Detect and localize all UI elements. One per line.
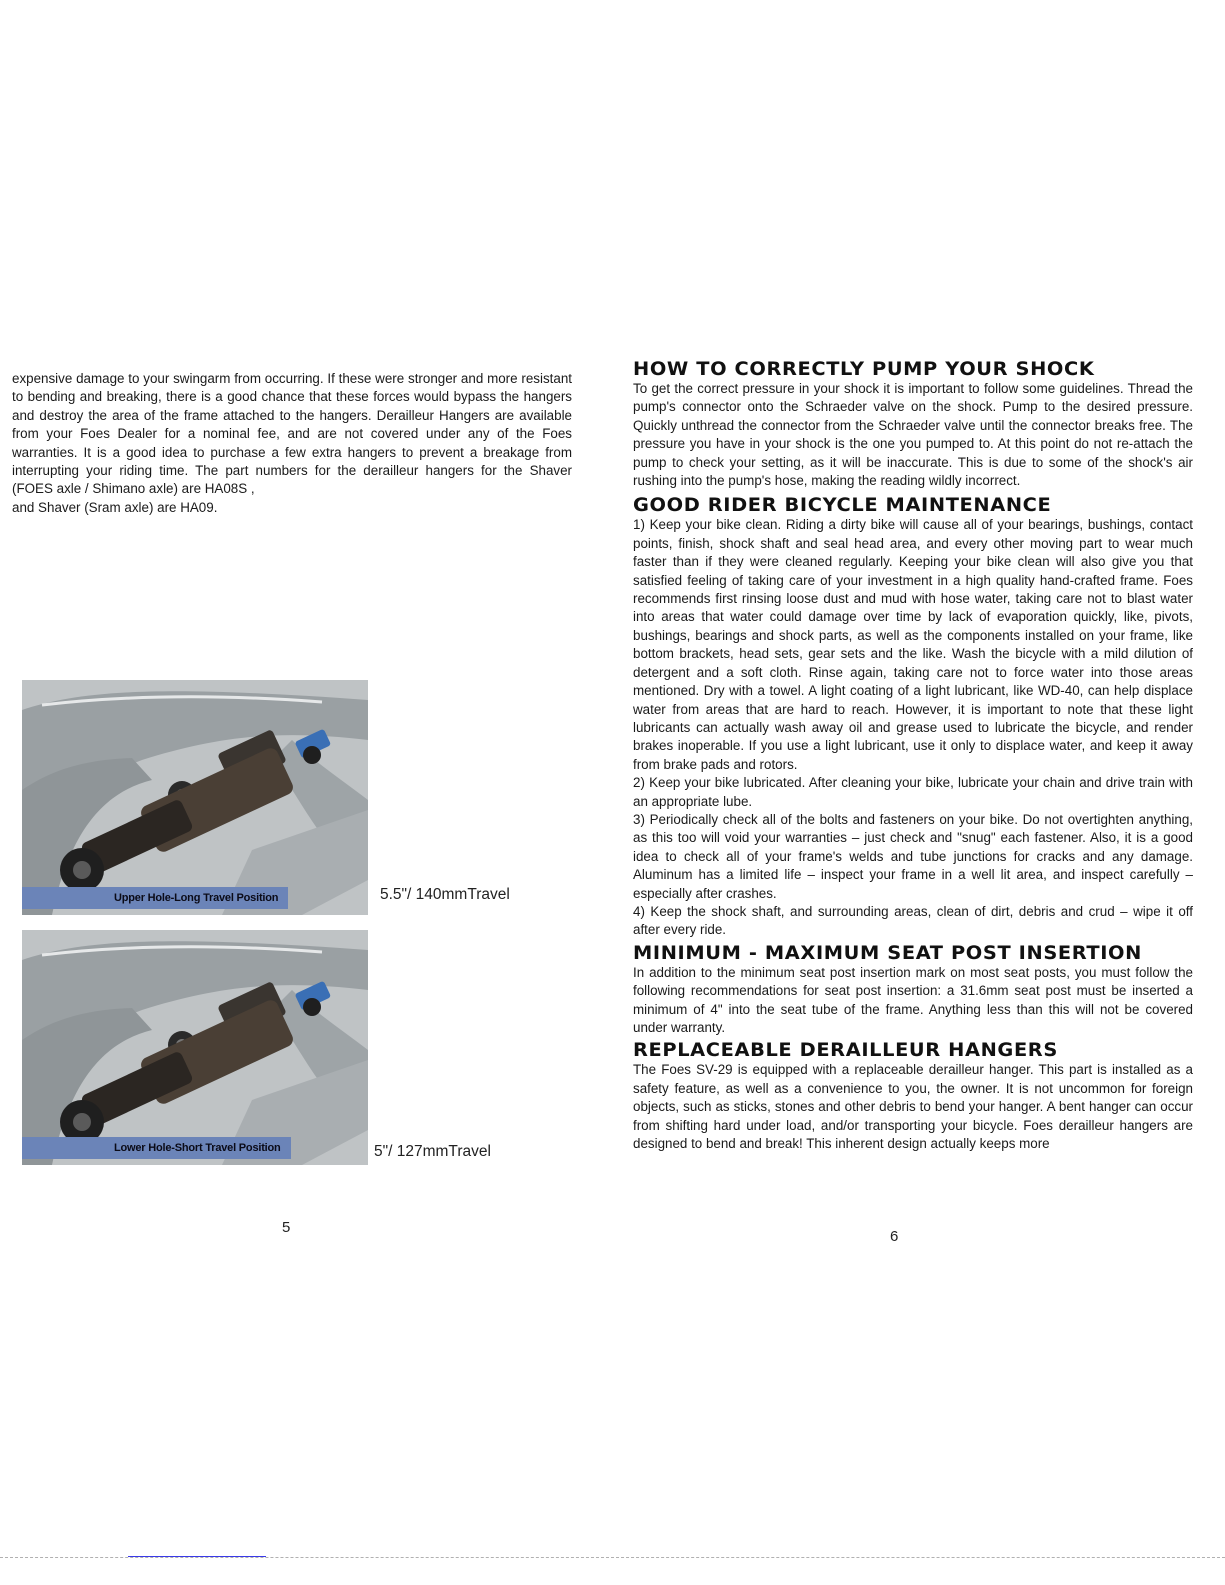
body-paragraph: expensive damage to your swingarm from occurring. If these were stronger and more resistant to bending and breaking, there is a good chance that these forces would bypass the hangers and destroy the area of the frame attached to the hangers. Derailleur Hangers are available from your Foes Dealer for a nominal fee, and are not covered under any of the Foes warranties. It is a good idea to purchase a few extra hangers to prevent a breakage from interrupting your riding time. The part numbers for the derailleur hangers for the Shaver (FOES axle / Shimano axle) are HA08S ,: [12, 371, 572, 497]
shock-photo-lower: [22, 930, 368, 1165]
link-underline[interactable]: [128, 1556, 266, 1557]
body-paragraph: In addition to the minimum seat post insertion mark on most seat posts, you must follow the following recommendations for seat post insertion: a 31.6mm seat post must be inserted a minimum of 4" into the seat tube of the frame. Anything less than this will not be covered under warranty.: [633, 964, 1193, 1035]
body-paragraph: 4) Keep the shock shaft, and surrounding areas, clean of dirt, debris and crud – wipe it off after every ride.: [633, 903, 1193, 938]
section-heading: REPLACEABLE DERAILLEUR HANGERS: [633, 1039, 1058, 1062]
shock-photo-upper: [22, 680, 368, 915]
body-paragraph: 3) Periodically check all of the bolts and fasteners on your bike. Do not overtighten anything, as this too will void your warranties – just check and "snug" each fastener. Also, it is a good idea to check all of your frame's welds and tube junctions for cracks and any damage. Aluminum has a limited life – inspect your frame in a well lit area, and inspect carefully – especially after crashes.: [633, 811, 1193, 901]
figure-caption: Lower Hole-Short Travel Position: [22, 1137, 291, 1159]
travel-label: 5.5"/ 140mmTravel: [380, 886, 510, 903]
bike-frame-illustration: [22, 930, 368, 1165]
section-heading: HOW TO CORRECTLY PUMP YOUR SHOCK: [633, 358, 1095, 380]
body-paragraph: The Foes SV-29 is equipped with a replaceable derailleur hanger. This part is installed as a safety feature, as well as a convenience to you, the owner. It is not uncommon for foreign objects, such as sticks, stones and other debris to bend your hanger. A bent hanger can occur from shifting hard under load, and/or transporting your bicycle. Foes derailleur hangers are designed to bend and break! This inherent design actually keeps more: [633, 1062, 1193, 1152]
page-number: 5: [282, 1219, 291, 1236]
travel-label: 5"/ 127mmTravel: [374, 1143, 491, 1160]
right-page: [633, 358, 1193, 1153]
left-page: [12, 370, 572, 517]
body-paragraph: 1) Keep your bike clean. Riding a dirty bike will cause all of your bearings, bushings, contact points, finish, shock shaft and seal head area, and every other moving part to wear much faster than if they were cleaned regularly. Keeping your bike clean will also give you that satisfied feeling of taking care of your investment in a high quality hand-crafted frame. Foes recommends first rinsing loose dust and mud with hose water, taking care not to blast water into areas that water could damage over time by lack of evaporation quickly, like, pivots, bushings, bearings and shock parts, as well as the components installed on your frame, like bottom brackets, head sets, gear sets and the like. Wash the bicycle with a mild dilution of detergent and a soft cloth. Rinse again, taking care not to force water into those areas mentioned. Dry with a towel. A light coating of a light lubricant, like WD-40, can help displace water from areas that are hard to reach. However, it is important to note that these light lubricants can actually wash away oil and grease used to lubricate the bicycle, and render brakes inoperable. If you use a light lubricant, use it only to displace water, and keep it away from brake pads and rotors.: [633, 517, 1193, 772]
figure-caption: Upper Hole-Long Travel Position: [22, 887, 288, 909]
body-paragraph: To get the correct pressure in your shock it is important to follow some guidelines. Thread the pump's connector onto the Schraeder valve on the shock. Pump to the desired pressure. Quickly unthread the connector from the Schraeder valve until the connector breaks free. The pressure you have in your shock is the one you pumped to. At this point do not re-attach the pump to check your setting, as it will be inaccurate. This is due to some of the shock's air rushing into the pump's hose, making the reading wildly incorrect.: [633, 381, 1193, 489]
body-paragraph: 2) Keep your bike lubricated. After cleaning your bike, lubricate your chain and drive train with an appropriate lube.: [633, 775, 1193, 809]
section-heading: MINIMUM - MAXIMUM SEAT POST INSERTION: [633, 941, 1142, 964]
page-number: 6: [890, 1228, 899, 1245]
bike-frame-illustration: [22, 680, 368, 915]
page-divider: [0, 1557, 1225, 1558]
section-heading: GOOD RIDER BICYCLE MAINTENANCE: [633, 494, 1052, 517]
body-paragraph: and Shaver (Sram axle) are HA09.: [12, 499, 218, 515]
